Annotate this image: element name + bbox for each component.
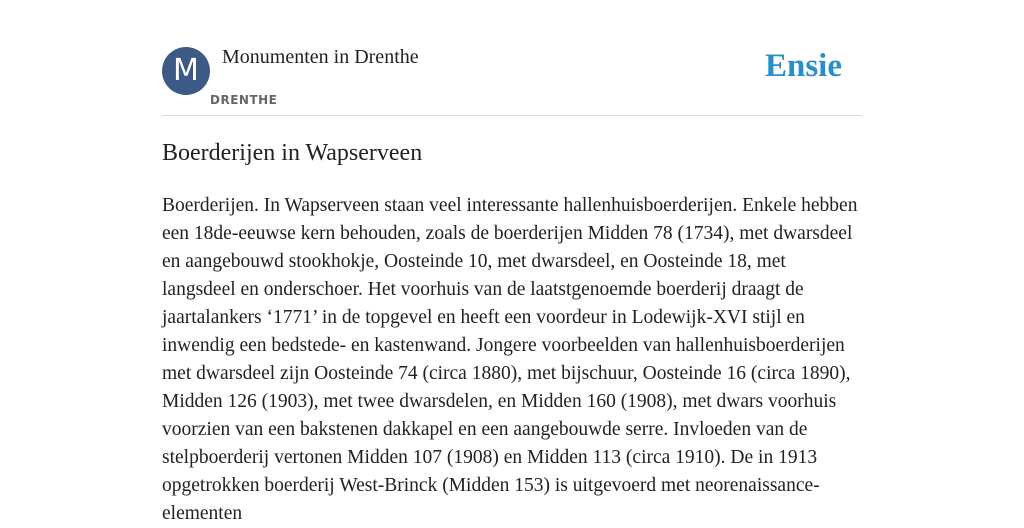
source-category-link[interactable]: DRENTHE	[210, 93, 278, 107]
article-body: Boerderijen. In Wapserveen staan veel interessante hallenhuisboerderijen. Enkele hebben een 18de-eeuwse kern behouden, zoals de boerderijen Midden 78 (1734), met dwarsdeel en aangebouwd stookhokje, Oosteinde 10, met dwarsdeel, en Oosteinde 18, met langsdeel en onderschoer. Het voorhuis van de laatstgenoemde boerderij draagt de jaartalankers ‘1771’ in de topgevel en heeft een voordeur in Lodewijk-XVI stijl en inwendig een bedstede- en kastenwand. Jongere voorbeelden van hallenhuisboerderijen met dwarsdeel zijn Oosteinde 74 (circa 1880), met bijschuur, Oosteinde 16 (circa 1890), Midden 126 (1903), met twee dwarsdelen, en Midden 160 (1908), met dwars voorhuis voorzien van een bakstenen dakkapel en een aangebouwde serre. Invloeden van de stelpboerderij vertonen Midden 107 (1908) en Midden 113 (circa 1910). De in 1913 opgetrokken boerderij West-Brinck (Midden 153) is uitgevoerd met neorenaissance-elementen	[162, 195, 858, 524]
article-title: Boerderijen in Wapserveen	[162, 140, 423, 166]
page	[162, 0, 862, 524]
source-title-link[interactable]: Monumenten in Drenthe	[222, 46, 419, 68]
source-header	[162, 0, 862, 116]
avatar[interactable]: M	[162, 47, 210, 95]
ensie-logo[interactable]: Ensie	[764, 48, 842, 84]
